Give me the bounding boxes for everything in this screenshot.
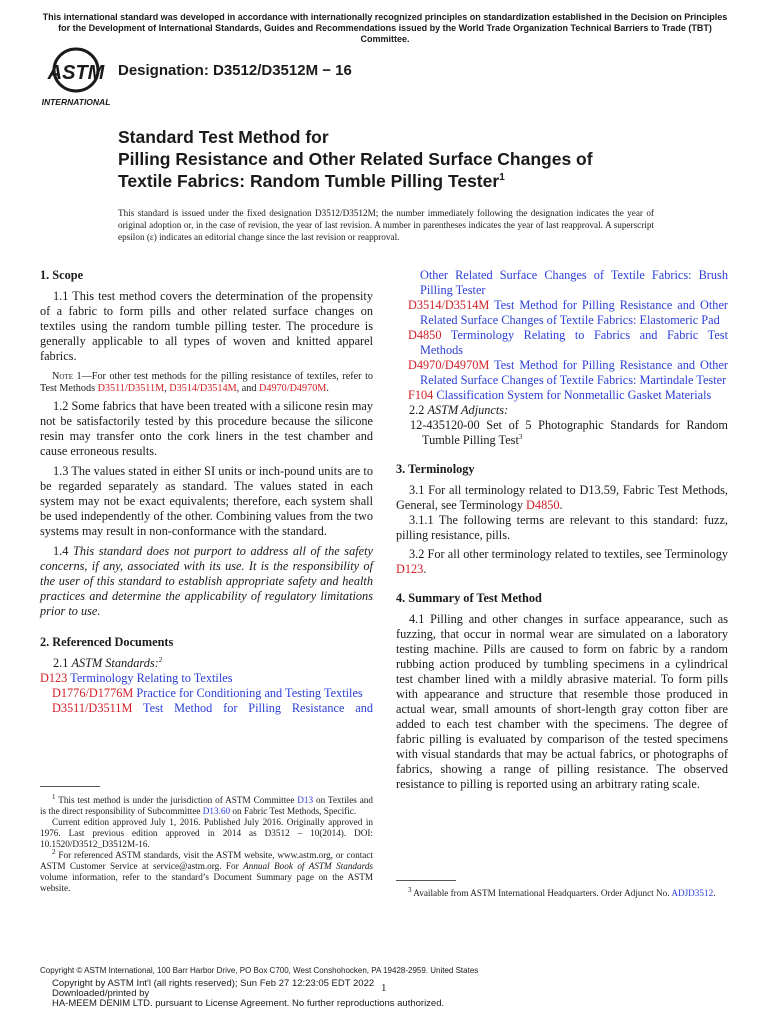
ref-item-d3511-cont: [396, 268, 728, 298]
ref-item-d123: [40, 671, 373, 686]
international-standard-notice: This international standard was developed in accordance with internationally recognized principles on standardization established in the Decision on Principles for the Development of International Standards, Guides and Recommendations issued by the World Trade Organization Technical Barriers to Trade (TBT) Committee.: [42, 12, 728, 44]
ref-title-link[interactable]: Practice for Conditioning and Testing Textiles: [133, 686, 363, 700]
svg-text:INTERNATIONAL: INTERNATIONAL: [42, 97, 110, 107]
ref-item-d4970: [396, 358, 728, 388]
left-column: [40, 268, 373, 716]
issue-note: This standard is issued under the fixed designation D3512/D3512M; the number immediately following the designation indicates the year of original adoption or, in the case of revision, the year of last revision. A number in parentheses indicates the year of last reapproval. A superscript epsilon (ε) indicates an editorial change since the last revision or reapproval.: [118, 208, 654, 242]
refdocs-heading: 2. Referenced Documents: [40, 635, 174, 649]
ref-code[interactable]: D123: [40, 671, 68, 685]
terminology-3-2: 3.2 For all other terminology related to textiles, see Terminology D123.: [396, 547, 728, 576]
scope-heading: 1. Scope: [40, 268, 84, 282]
download-stamp-line-3: HA-MEEM DENIM LTD. pursuant to License Agreement. No further reproductions authorized.: [52, 998, 445, 1009]
adjunct-item: 12-435120-00 Set of 5 Photographic Standards for Random Tumble Pilling Test$^3$: [410, 418, 728, 447]
adjunct-link[interactable]: ADJD3512: [671, 888, 714, 898]
ref-code[interactable]: D4850: [408, 328, 442, 342]
ref-title-link[interactable]: Terminology Relating to Fabrics and Fabric Test Methods: [420, 328, 728, 357]
terminology-3-1-1: 3.1.1 The following terms are relevant to this standard: fuzz, pilling resistance, pills.: [396, 513, 728, 542]
ref-link[interactable]: D123: [396, 562, 424, 576]
subcommittee-link[interactable]: D13.60: [202, 806, 231, 816]
summary-heading: 4. Summary of Test Method: [396, 591, 542, 605]
title-footnote-mark: 1: [499, 172, 505, 184]
ref-item-d1776: [40, 686, 373, 701]
title-line-2: Pilling Resistance and Other Related Surface Changes of: [118, 149, 593, 169]
ref-code[interactable]: F104: [408, 388, 434, 402]
ref-item-d3511-start: [40, 701, 373, 716]
footnote-3: $^3$ Available from ASTM International Headquarters. Order Adjunct No. ADJD3512.: [408, 885, 716, 898]
footnote-1-approval: Current edition approved July 1, 2016. Published July 2016. Originally approved in 1976. Last previous edition approved in 2014 as D3512 – 10(2014). DOI: 10.1520/D3512_D3512M-16.: [40, 817, 373, 849]
ref-title-link[interactable]: Classification System for Nonmetallic Gasket Materials: [433, 388, 712, 402]
ref-title-link[interactable]: Test Method for Pilling Resistance and: [132, 701, 373, 715]
ref-code[interactable]: D1776/D1776M: [52, 686, 134, 700]
ref-code[interactable]: D3511/D3511M: [52, 701, 133, 715]
copyright-line: Copyright © ASTM International, 100 Barr Harbor Drive, PO Box C700, West Conshohocken, PA 19428-2959. United States: [40, 966, 479, 975]
astm-logo: [42, 46, 110, 108]
ref-code[interactable]: D3514/D3514M: [408, 298, 490, 312]
ref-link[interactable]: D4850: [526, 498, 560, 512]
ref-title-link[interactable]: Test Method for Pilling Resistance and Other Related Surface Changes of Textile Fabrics: Elastomeric Pad: [420, 298, 728, 327]
ref-link[interactable]: D4970/D4970M: [259, 383, 327, 394]
astm-adjuncts-subheading: 2.2 ASTM Adjuncts:: [409, 403, 509, 417]
document-title: [118, 126, 738, 192]
ref-title-link[interactable]: Terminology Relating to Textiles: [67, 671, 233, 685]
svg-text:ASTM: ASTM: [47, 62, 105, 84]
designation: Designation: D3512/D3512M − 16: [118, 62, 352, 79]
terminology-heading: 3. Terminology: [396, 462, 475, 476]
committee-link[interactable]: D13: [297, 795, 314, 805]
ref-item-f104: [396, 388, 728, 403]
ref-link[interactable]: D3511/D3511M: [97, 383, 165, 394]
footnote-rule-left: [40, 786, 100, 787]
footnote-2: $^2$ For referenced ASTM standards, visit the ASTM website, www.astm.org, or contact ASTM Customer Service at service@astm.org. For Annual Book of ASTM Standards volume information, refer to the standard’s Document Summary page on the ASTM website.: [40, 847, 373, 893]
terminology-3-1: 3.1 For all terminology related to D13.59, Fabric Test Methods, General, see Terminology D4850.: [396, 483, 728, 512]
title-line-1: Standard Test Method for: [118, 127, 329, 147]
ref-code[interactable]: D4970/D4970M: [408, 358, 490, 372]
footnote-1: $^1$ This test method is under the jurisdiction of ASTM Committee D13 on Textiles and is the direct responsibility of Subcommittee D13.60 on Fabric Test Methods, Specific.: [40, 792, 373, 816]
ref-title-link[interactable]: Test Method for Pilling Resistance and Other Related Surface Changes of Textile Fabrics: Martindale Tester: [420, 358, 728, 387]
footnote-rule-right: [396, 880, 456, 881]
ref-link[interactable]: D3514/D3514M: [169, 383, 237, 394]
scope-1-2: 1.2 Some fabrics that have been treated with a silicone resin may not be satisfactorily tested by this procedure because the silicone resin may transfer onto the cork liners in the test chamber and cause erroneous results.: [40, 399, 373, 458]
scope-note-1: Note 1—For other test methods for the pilling resistance of textiles, refer to Test Methods D3511/D3511M, D3514/D3514M, and D4970/D4970M.: [40, 371, 373, 394]
title-line-3: Textile Fabrics: Random Tumble Pilling Tester$^1$: [118, 171, 505, 191]
footnotes-left: [40, 792, 373, 894]
download-stamp-line-2: Downloaded/printed by: [52, 988, 150, 999]
ref-item-d4850: [396, 328, 728, 358]
download-stamp-line-1: Copyright by ASTM Int'l (all rights reserved); Sun Feb 27 12:23:05 EDT 2022: [52, 978, 375, 989]
right-column: [396, 268, 728, 792]
page-number: 1: [381, 982, 387, 994]
astm-standards-subheading: 2.1 ASTM Standards:$^2$: [53, 655, 163, 670]
summary-4-1: 4.1 Pilling and other changes in surface appearance, such as fuzzing, that occur in normal wear are simulated on a laboratory testing machine. Pills are caused to form on fabric by a random rubbing action produced by tumbling specimens in a cylindrical test chamber lined with a mildly abrasive material. To form pills with appearance and structure that resemble those produced in actual wear, small amounts of short-length gray cotton fiber are added to each test chamber with the specimens. The degree of fabric pilling is evaluated by comparison of the tested specimens with visual standards that may be actual fabrics, or photographs of fabrics, showing a range of pilling resistance. The observed resistance to pilling is reported using an arbitrary rating scale.: [396, 612, 728, 791]
scope-1-4: 1.4 This standard does not purport to address all of the safety concerns, if any, associated with its use. It is the responsibility of the user of this standard to establish appropriate safety and health practices and determine the applicability of regulatory limitations prior to use.: [40, 544, 373, 618]
ref-title-link[interactable]: Other Related Surface Changes of Textile Fabrics: Brush Pilling Tester: [420, 268, 728, 297]
scope-1-3: 1.3 The values stated in either SI units or inch-pound units are to be regarded separately as standard. The values stated in each system may not be exact equivalents; therefore, each system shall be used independently of the other. Combining values from the two systems may result in non-conformance with the standard.: [40, 464, 373, 538]
ref-item-d3514: [396, 298, 728, 328]
scope-1-1: 1.1 This test method covers the determination of the propensity of a fabric to form pills and other related surface changes on textiles using the random tumble pilling tester. The procedure is generally applicable to all types of woven and knitted apparel fabrics.: [40, 289, 373, 363]
